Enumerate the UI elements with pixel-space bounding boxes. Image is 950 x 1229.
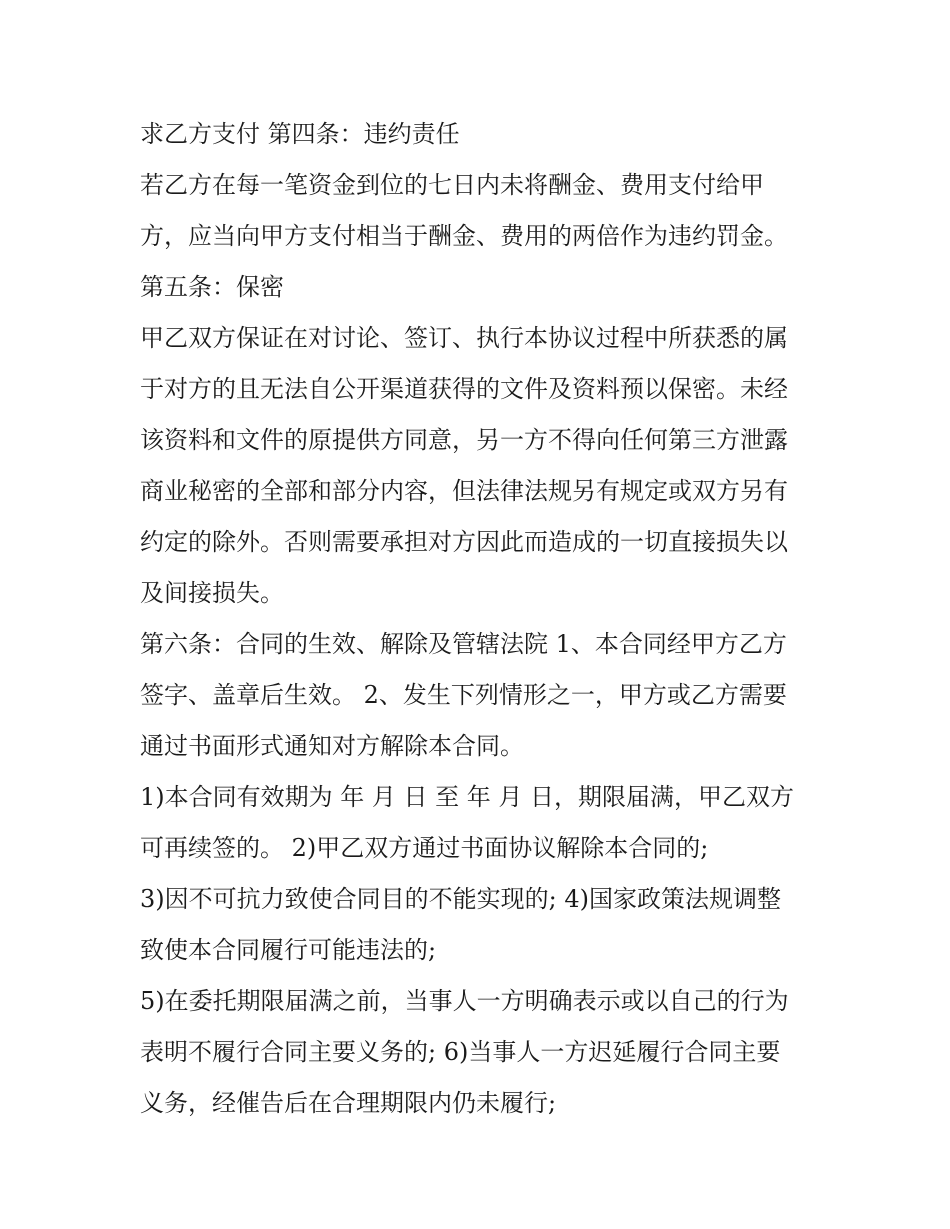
list-item: 1)本合同有效期为 年 月 日 至 年 月 日，期限届满，甲乙双方 — [140, 783, 795, 811]
section-heading: 第六条：合同的生效、解除及管辖法院 1、本合同经甲方乙方 — [140, 630, 787, 658]
list-item: 3)因不可抗力致使合同目的不能实现的; 4)国家政策法规调整 — [140, 885, 781, 913]
text-line: 方，应当向甲方支付相当于酬金、费用的两倍作为违约罚金。 — [140, 222, 788, 250]
list-item: 可再续签的。 2)甲乙双方通过书面协议解除本合同的; — [140, 834, 709, 862]
text-line: 求乙方支付 第四条：违约责任 — [140, 120, 460, 148]
list-item: 致使本合同履行可能违法的; — [140, 936, 437, 964]
text-line: 甲乙双方保证在对讨论、签订、执行本协议过程中所获悉的属 — [140, 324, 788, 352]
list-item: 表明不履行合同主要义务的; 6)当事人一方迟延履行合同主要 — [140, 1038, 781, 1066]
text-line: 商业秘密的全部和部分内容，但法律法规另有规定或双方另有 — [140, 477, 788, 505]
list-item: 义务，经催告后在合理期限内仍未履行; — [140, 1089, 557, 1117]
text-line: 于对方的且无法自公开渠道获得的文件及资料预以保密。未经 — [140, 375, 788, 403]
text-line: 约定的除外。否则需要承担对方因此而造成的一切直接损失以 — [140, 528, 788, 556]
contract-body-text — [140, 109, 820, 1129]
section-heading: 第五条：保密 — [140, 273, 284, 301]
list-item: 5)在委托期限届满之前，当事人一方明确表示或以自己的行为 — [140, 987, 789, 1015]
text-line: 及间接损失。 — [140, 579, 284, 607]
text-line: 若乙方在每一笔资金到位的七日内未将酬金、费用支付给甲 — [140, 171, 764, 199]
text-line: 该资料和文件的原提供方同意，另一方不得向任何第三方泄露 — [140, 426, 788, 454]
text-line: 签字、盖章后生效。 2、发生下列情形之一，甲方或乙方需要 — [140, 681, 787, 709]
text-line: 通过书面形式通知对方解除本合同。 — [140, 732, 524, 760]
